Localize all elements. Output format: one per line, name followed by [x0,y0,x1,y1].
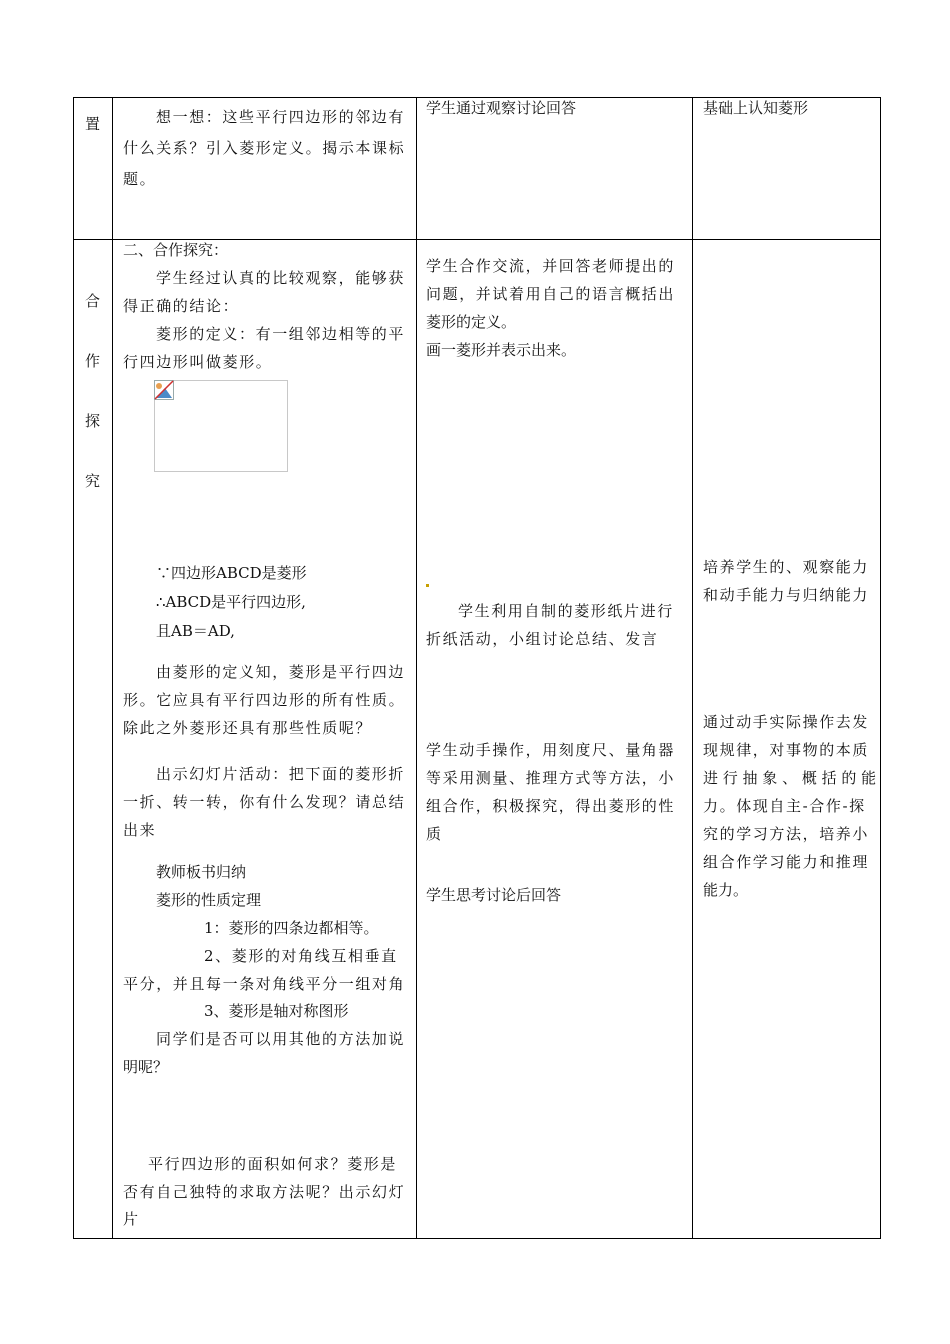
stage-label-row2: 探 [85,412,101,430]
teacher-text: 教师板书归纳 [156,863,247,881]
rhombus-image-placeholder [154,380,288,472]
teacher-text: 想一想：这些平行四边形的邻边有 [156,108,406,126]
teacher-text: 平行四边形的面积如何求？菱形是 [148,1155,398,1173]
proof-text: 且AB＝AD, [156,622,235,640]
proof-text: ∴ABCD是平行四边形, [156,593,306,611]
marker-dot [426,584,429,587]
teacher-text: 同学们是否可以用其他的方法加说 [156,1030,406,1048]
theorem-item: 3、菱形是轴对称图形 [204,1002,349,1020]
table-right-border [880,97,881,1239]
teacher-text: 否有自己独特的求取方法呢？出示幻灯 [123,1183,406,1201]
theorem-item: 2、菱形的对角线互相垂直 [204,947,398,965]
teacher-text: 形。它应具有平行四边形的所有性质。 [123,691,406,709]
stage-label-row1: 置 [85,115,101,133]
teacher-text: 出示幻灯片活动：把下面的菱形折 [156,765,406,783]
teacher-text: 除此之外菱形还具有那些性质呢？ [123,719,373,737]
teacher-text: 题。 [123,170,157,188]
table-left-border [73,97,74,1239]
proof-text: ∵四边形ABCD是菱形 [156,564,307,582]
intent-text: 组合作学习能力和推理 [703,853,870,871]
section-heading: 二、合作探究： [123,241,229,259]
theorem-item: 1：菱形的四条边都相等。 [204,919,379,937]
definition-text: 行四边形叫做菱形。 [123,353,273,371]
teacher-text: 明呢？ [123,1058,169,1076]
definition-text: 菱形的定义：有一组邻边相等的平 [156,325,406,343]
intent-text: 究的学习方法，培养小 [703,825,870,843]
theorem-heading: 菱形的性质定理 [156,891,262,909]
student-text: 折纸活动，小组讨论总结、发言 [426,630,659,648]
table-top-border [73,97,881,98]
student-text: 学生通过观察讨论回答 [426,99,577,117]
intent-text: 基础上认知菱形 [703,99,809,117]
teacher-text: 得正确的结论： [123,297,240,315]
teacher-text: 由菱形的定义知，菱形是平行四边 [156,663,406,681]
intent-text: 现规律，对事物的本质 [703,741,870,759]
teacher-text: 片 [123,1210,139,1228]
intent-text: 能力。 [703,881,749,899]
teacher-text: 出来 [123,821,157,839]
column-divider-3 [692,97,693,1239]
intent-text: 力。体现自主-合作-探 [703,797,866,815]
student-text: 等采用测量、推理方式等方法，小 [426,769,676,787]
student-text: 质 [426,825,442,843]
broken-image-icon [154,380,174,400]
teacher-text: 什么关系？引入菱形定义。揭示本课标 [123,139,406,157]
intent-text: 和动手能力与归纳能力 [703,586,870,604]
student-text: 问题，并试着用自己的语言概括出 [426,285,676,303]
table-bottom-border [73,1238,881,1239]
stage-label-row2: 究 [85,472,101,490]
intent-text: 培养学生的、观察能力 [703,558,870,576]
student-text: 画一菱形并表示出来。 [426,341,577,359]
student-text: 学生思考讨论后回答 [426,886,562,904]
teacher-text: 一折、转一转，你有什么发现？请总结 [123,793,406,811]
row-divider [73,239,881,240]
theorem-item: 平分，并且每一条对角线平分一组对角 [123,975,406,993]
student-text: 学生动手操作，用刻度尺、量角器 [426,741,676,759]
student-text: 组合作，积极探究，得出菱形的性 [426,797,676,815]
column-divider-1 [112,97,113,1239]
stage-label-row2: 作 [85,352,101,370]
student-text: 菱形的定义。 [426,313,517,331]
stage-label-row2: 合 [85,292,101,310]
intent-text: 进 行 抽 象 、 概 括 的 能 [703,769,877,787]
teacher-text: 学生经过认真的比较观察，能够获 [156,269,406,287]
student-text: 学生利用自制的菱形纸片进行 [458,602,674,620]
column-divider-2 [416,97,417,1239]
intent-text: 通过动手实际操作去发 [703,713,870,731]
student-text: 学生合作交流，并回答老师提出的 [426,257,676,275]
